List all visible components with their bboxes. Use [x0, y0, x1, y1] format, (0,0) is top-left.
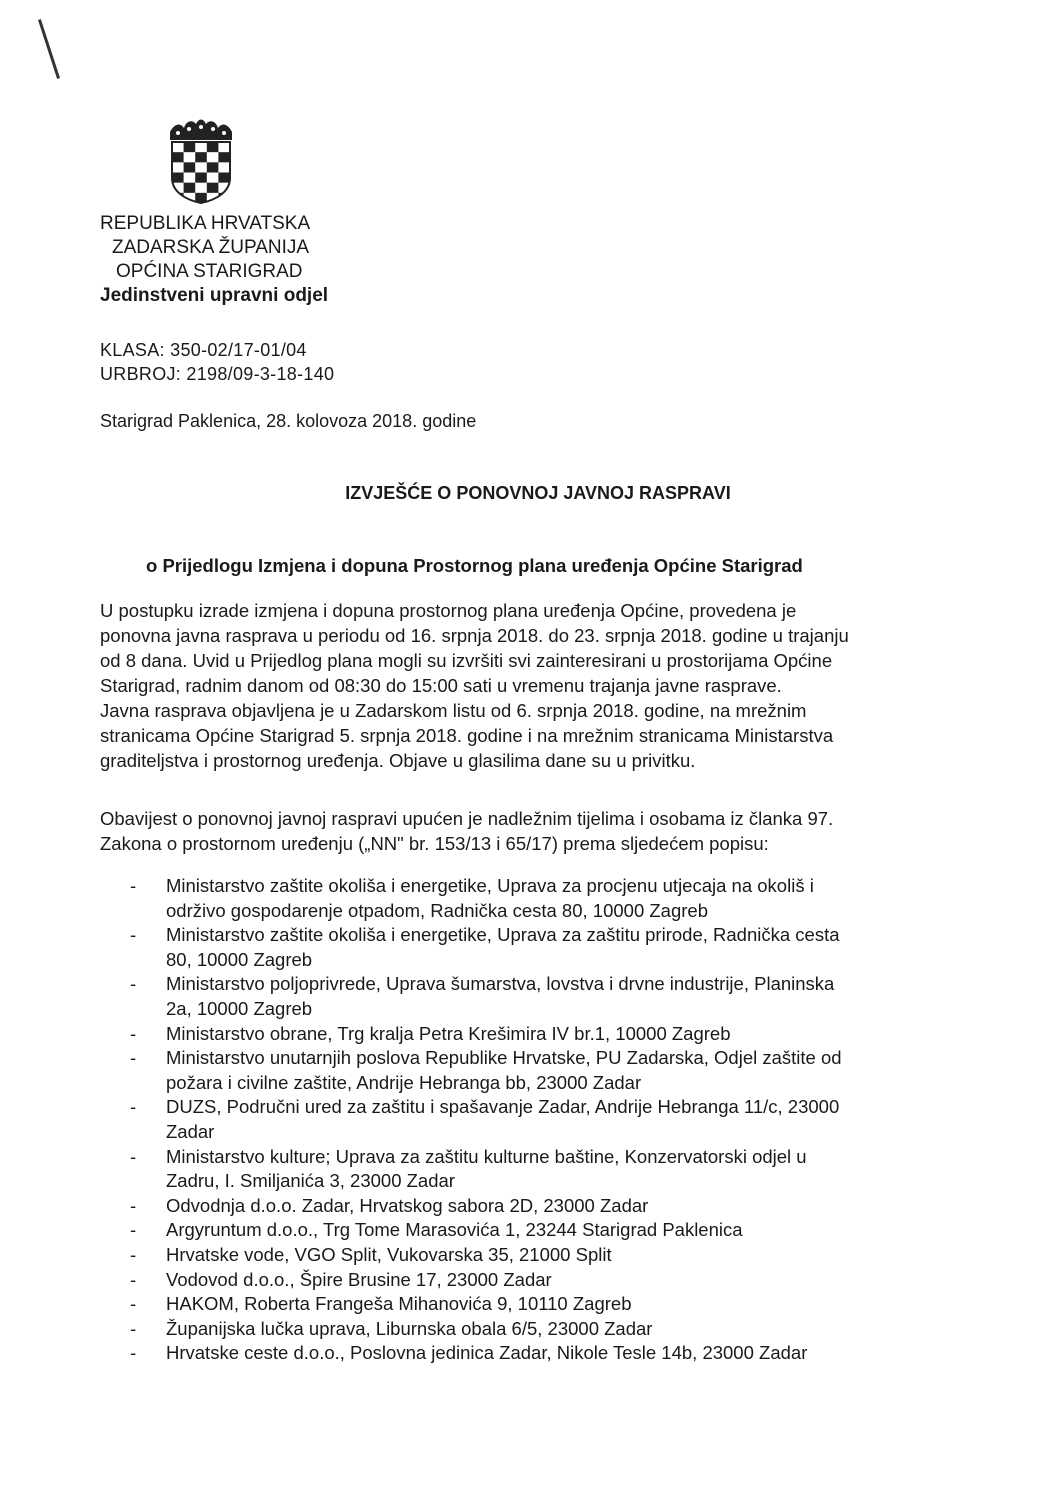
list-bullet: -	[130, 1293, 137, 1315]
list-bullet: -	[130, 1194, 137, 1216]
list-bullet: -	[130, 1243, 137, 1265]
list-item-line: Ministarstvo zaštite okoliša i energetike, Uprava za zaštitu prirode, Radnička cesta	[166, 924, 840, 946]
list-item	[130, 1317, 950, 1342]
paragraph-line: od 8 dana. Uvid u Prijedlog plana mogli su izvršiti svi zainteresirani u prostorijama Općine	[100, 650, 833, 671]
paragraph-line: ponovna javna rasprava u periodu od 16. srpnja 2018. do 23. srpnja 2018. godine u trajanju	[100, 625, 849, 646]
document-header	[100, 212, 328, 308]
list-item	[130, 1341, 950, 1366]
paragraph-notice	[100, 806, 948, 856]
paragraph-intro	[100, 598, 948, 773]
list-item-line: Vodovod d.o.o., Špire Brusine 17, 23000 Zadar	[166, 1268, 552, 1290]
list-bullet: -	[130, 973, 137, 995]
list-bullet: -	[130, 1317, 137, 1339]
list-item-line: održivo gospodarenje otpadom, Radnička cesta 80, 10000 Zagreb	[166, 899, 708, 921]
list-item	[130, 972, 950, 1021]
paragraph-line: Starigrad, radnim danom od 08:30 do 15:00 sati u vremenu trajanja javne rasprave.	[100, 675, 782, 696]
list-item-line: Zadru, I. Smiljanića 3, 23000 Zadar	[166, 1170, 455, 1192]
list-bullet: -	[130, 1342, 137, 1364]
list-item-line: Hrvatske ceste d.o.o., Poslovna jedinica Zadar, Nikole Tesle 14b, 23000 Zadar	[166, 1342, 808, 1364]
paragraph-line: Zakona o prostornom uređenju („NN" br. 153/13 i 65/17) prema sljedećem popisu:	[100, 833, 769, 854]
list-bullet: -	[130, 1268, 137, 1290]
paragraph-line: Javna rasprava objavljena je u Zadarskom listu od 6. srpnja 2018. godine, na mrežnim	[100, 700, 807, 721]
list-item-line: požara i civilne zaštite, Andrije Hebranga bb, 23000 Zadar	[166, 1071, 642, 1093]
reference-block	[100, 338, 334, 386]
header-county: ZADARSKA ŽUPANIJA	[112, 237, 310, 258]
place-and-date: Starigrad Paklenica, 28. kolovoza 2018. godine	[100, 411, 477, 431]
list-bullet: -	[130, 1145, 137, 1167]
list-item-line: Ministarstvo unutarnjih poslova Republike Hrvatske, PU Zadarska, Odjel zaštite od	[166, 1047, 842, 1069]
list-item-line: Ministarstvo obrane, Trg kralja Petra Krešimira IV br.1, 10000 Zagreb	[166, 1022, 731, 1044]
list-bullet: -	[130, 1096, 137, 1118]
list-item	[130, 923, 950, 972]
list-item-line: Odvodnja d.o.o. Zadar, Hrvatskog sabora 2D, 23000 Zadar	[166, 1194, 649, 1216]
list-item-line: Zadar	[166, 1120, 215, 1142]
list-bullet: -	[130, 1219, 137, 1241]
header-republic: REPUBLIKA HRVATSKA	[100, 213, 311, 234]
list-item-line: Ministarstvo poljoprivrede, Uprava šumarstva, lovstva i drvne industrije, Planinska	[166, 973, 835, 995]
list-item	[130, 1243, 950, 1268]
list-item	[130, 1292, 950, 1317]
list-item	[130, 1145, 950, 1194]
klasa-line: KLASA: 350-02/17-01/04	[100, 340, 307, 360]
list-item-line: DUZS, Područni ured za zaštitu i spašavanje Zadar, Andrije Hebranga 11/c, 23000	[166, 1096, 840, 1118]
list-item	[130, 874, 950, 923]
list-bullet: -	[130, 875, 137, 896]
header-department: Jedinstveni upravni odjel	[100, 285, 329, 306]
header-municipality: OPĆINA STARIGRAD	[116, 261, 303, 282]
list-bullet: -	[130, 1022, 137, 1044]
list-item-line: Hrvatske vode, VGO Split, Vukovarska 35, 21000 Split	[166, 1243, 612, 1265]
recipient-list	[130, 874, 950, 1366]
document-title: IZVJEŠĆE O PONOVNOJ JAVNOJ RASPRAVI	[345, 483, 731, 503]
scan-mark	[38, 19, 60, 79]
paragraph-line: U postupku izrade izmjena i dopuna prostornog plana uređenja Općine, provedena je	[100, 600, 797, 621]
paragraph-line: Obavijest o ponovnoj javnoj raspravi upućen je nadležnim tijelima i osobama iz članka 97.	[100, 808, 834, 829]
list-bullet: -	[130, 1047, 137, 1069]
list-item	[130, 1268, 950, 1293]
list-item	[130, 1022, 950, 1047]
list-item	[130, 1194, 950, 1219]
list-item	[130, 1095, 950, 1144]
list-item	[130, 1218, 950, 1243]
list-item-line: Argyruntum d.o.o., Trg Tome Marasovića 1, 23244 Starigrad Paklenica	[166, 1219, 743, 1241]
list-item	[130, 1046, 950, 1095]
list-item-line: Županijska lučka uprava, Liburnska obala 6/5, 23000 Zadar	[166, 1317, 653, 1339]
list-item-line: Ministarstvo zaštite okoliša i energetike, Uprava za procjenu utjecaja na okoliš i	[166, 875, 814, 896]
paragraph-line: graditeljstva i prostornog uređenja. Objave u glasilima dane su u privitku.	[100, 750, 696, 771]
list-bullet: -	[130, 924, 137, 946]
urbroj-line: URBROJ: 2198/09-3-18-140	[100, 364, 335, 384]
list-item-line: 2a, 10000 Zagreb	[166, 997, 313, 1019]
list-item-line: Ministarstvo kulture; Uprava za zaštitu kulturne baštine, Konzervatorski odjel u	[166, 1145, 807, 1167]
list-item-line: HAKOM, Roberta Frangeša Mihanovića 9, 10110 Zagreb	[166, 1293, 632, 1315]
document-subtitle: o Prijedlogu Izmjena i dopuna Prostornog plana uređenja Općine Starigrad	[146, 555, 803, 576]
paragraph-line: stranicama Općine Starigrad 5. srpnja 2018. godine i na mrežnim stranicama Ministarstva	[100, 725, 834, 746]
list-item-line: 80, 10000 Zagreb	[166, 948, 313, 970]
croatian-coat-of-arms-icon	[166, 118, 236, 204]
